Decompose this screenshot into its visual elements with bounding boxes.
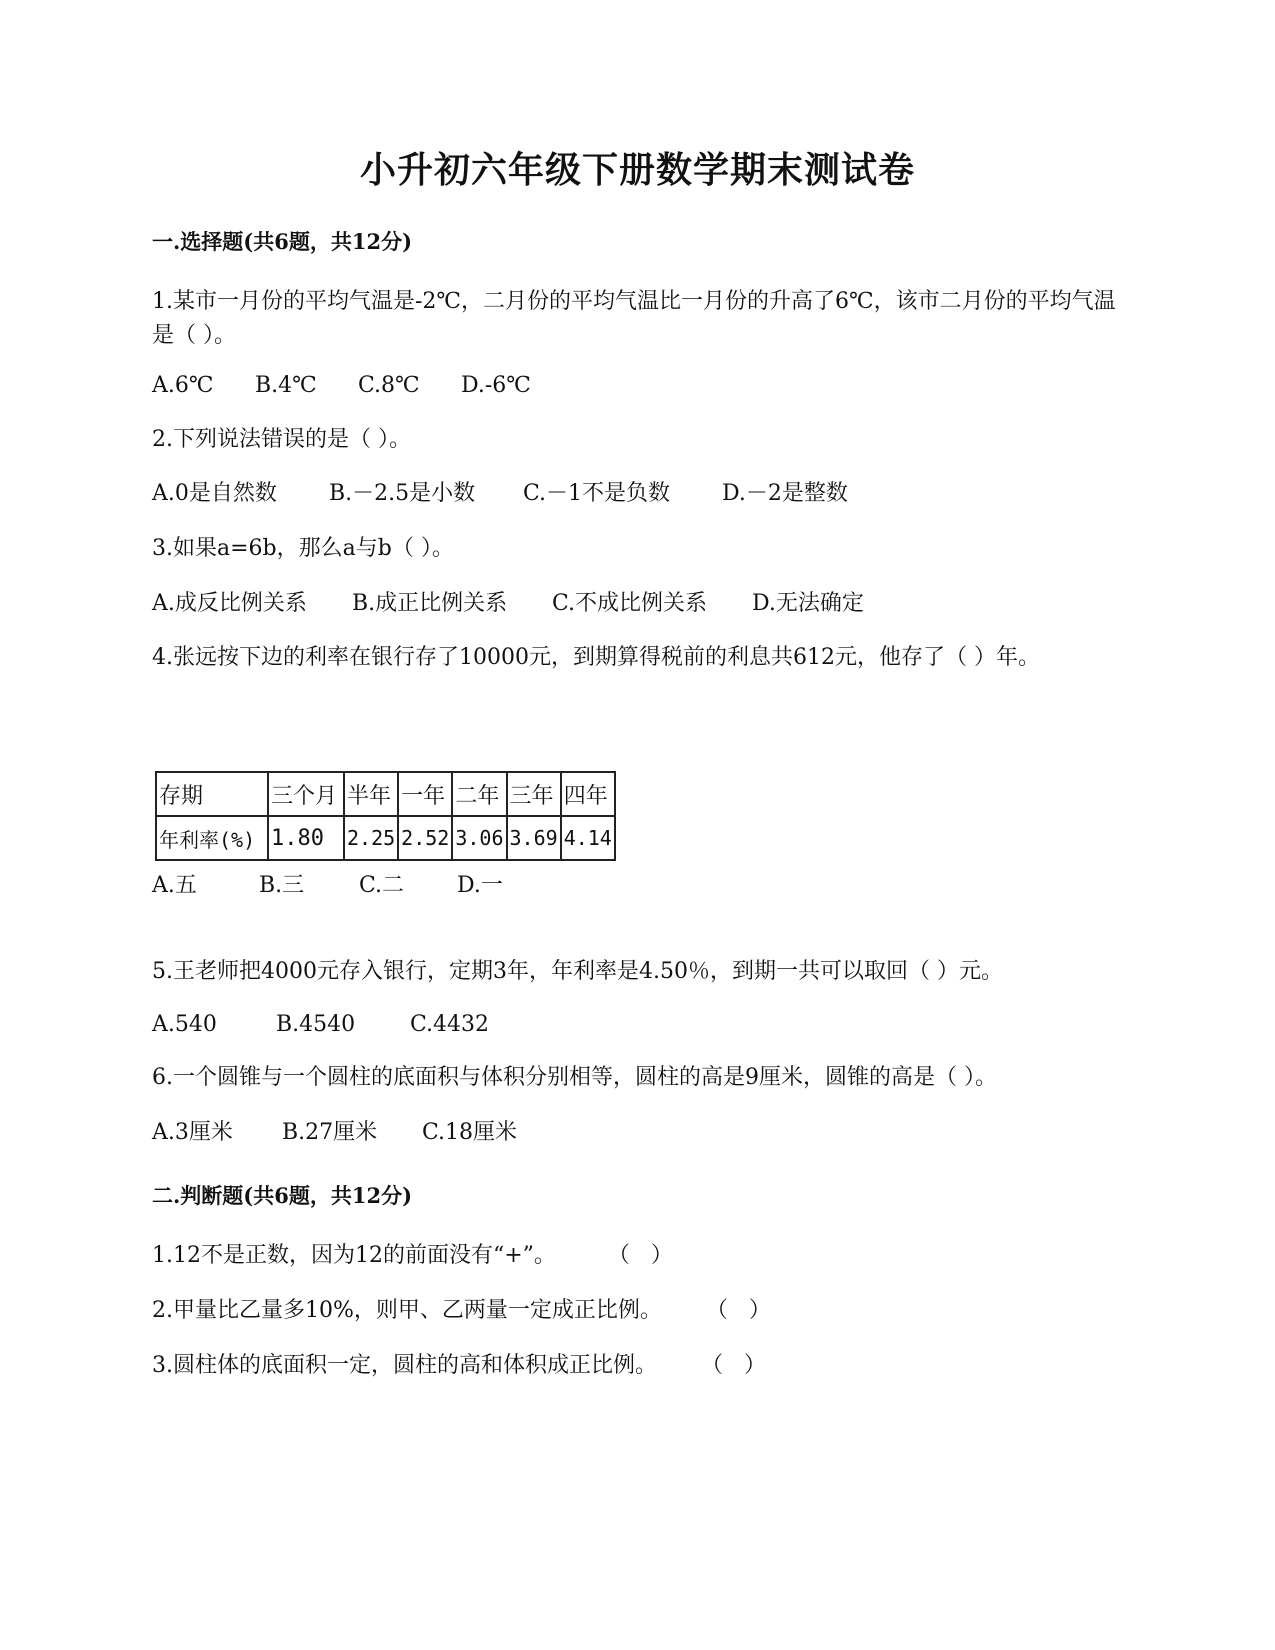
option-c: C.18厘米 [422, 1120, 518, 1145]
question-3: 3.如果a=6b，那么a与b（ ）。 [152, 536, 454, 561]
option-d: D.无法确定 [752, 591, 864, 616]
table-cell: 2.25 [344, 816, 398, 860]
table-cell: 3.06 [452, 816, 506, 860]
option-c: C.－1不是负数 [523, 481, 671, 506]
table-cell: 三个月 [268, 772, 344, 816]
question-4: 4.张远按下边的利率在银行存了10000元，到期算得税前的利息共612元，他存了（ ）年。 [152, 645, 1040, 670]
option-a: A.6℃ [152, 373, 214, 398]
page-title: 小升初六年级下册数学期末测试卷 [359, 149, 915, 191]
judgment-text: 3.圆柱体的底面积一定，圆柱的高和体积成正比例。 [152, 1353, 657, 1378]
option-c: C.4432 [410, 1012, 490, 1037]
option-a: A.540 [152, 1012, 217, 1037]
judgment-item-3 [152, 1349, 766, 1383]
answer-blank: （ ） [701, 1353, 766, 1378]
option-c: C.8℃ [358, 373, 420, 398]
question-3-options [152, 587, 864, 621]
option-b: B.成正比例关系 [352, 591, 508, 616]
question-1-options [152, 369, 531, 403]
table-cell: 半年 [344, 772, 398, 816]
question-6-options [152, 1116, 517, 1150]
table-cell: 一年 [398, 772, 452, 816]
option-b: B.三 [259, 873, 305, 898]
table-row [156, 816, 615, 860]
table-cell: 存期 [156, 772, 268, 816]
option-b: B.27厘米 [282, 1120, 378, 1145]
question-2: 2.下列说法错误的是（ ）。 [152, 427, 411, 452]
question-1: 1.某市一月份的平均气温是-2℃，二月份的平均气温比一月份的升高了6℃，该市二月份的平均气温是（ ）。 [152, 289, 1116, 348]
option-d: D.-6℃ [461, 373, 531, 398]
table-cell: 4.14 [561, 816, 615, 860]
option-c: C.不成比例关系 [552, 591, 708, 616]
question-5: 5.王老师把4000元存入银行，定期3年，年利率是4.50％，到期一共可以取回（ ）元。 [152, 959, 1003, 984]
section-heading-choice: 一.选择题(共6题，共12分) [152, 229, 413, 254]
table-row [156, 772, 615, 816]
answer-blank: （ ） [705, 1298, 771, 1323]
judgment-item-1 [152, 1239, 673, 1273]
option-d: D.一 [457, 873, 503, 898]
judgment-item-2 [152, 1294, 771, 1328]
option-a: A.成反比例关系 [152, 591, 307, 616]
interest-rate-table [155, 771, 616, 861]
table-cell: 二年 [452, 772, 506, 816]
answer-blank: （ ） [607, 1243, 673, 1268]
option-b: B.4℃ [255, 373, 317, 398]
option-b: B.4540 [276, 1012, 356, 1037]
table-cell: 3.69 [507, 816, 561, 860]
table-cell: 三年 [507, 772, 561, 816]
option-c: C.二 [359, 873, 405, 898]
section-heading-judgment: 二.判断题(共6题，共12分) [152, 1183, 413, 1208]
question-6: 6.一个圆锥与一个圆柱的底面积与体积分别相等，圆柱的高是9厘米，圆锥的高是（ ）。 [152, 1065, 997, 1090]
question-4-options [152, 869, 503, 903]
option-a: A.3厘米 [152, 1120, 233, 1145]
question-5-options [152, 1008, 489, 1042]
table-cell: 2.52 [398, 816, 452, 860]
option-a: A.0是自然数 [152, 481, 277, 506]
table-cell: 四年 [561, 772, 615, 816]
judgment-text: 1.12不是正数，因为12的前面没有“+”。 [152, 1243, 556, 1268]
judgment-text: 2.甲量比乙量多10%，则甲、乙两量一定成正比例。 [152, 1298, 662, 1323]
table-cell: 1.80 [268, 816, 344, 860]
question-2-options [152, 477, 848, 511]
option-b: B.－2.5是小数 [329, 481, 476, 506]
option-a: A.五 [152, 873, 197, 898]
table-cell: 年利率(%) [156, 816, 268, 860]
option-d: D.－2是整数 [722, 481, 848, 506]
